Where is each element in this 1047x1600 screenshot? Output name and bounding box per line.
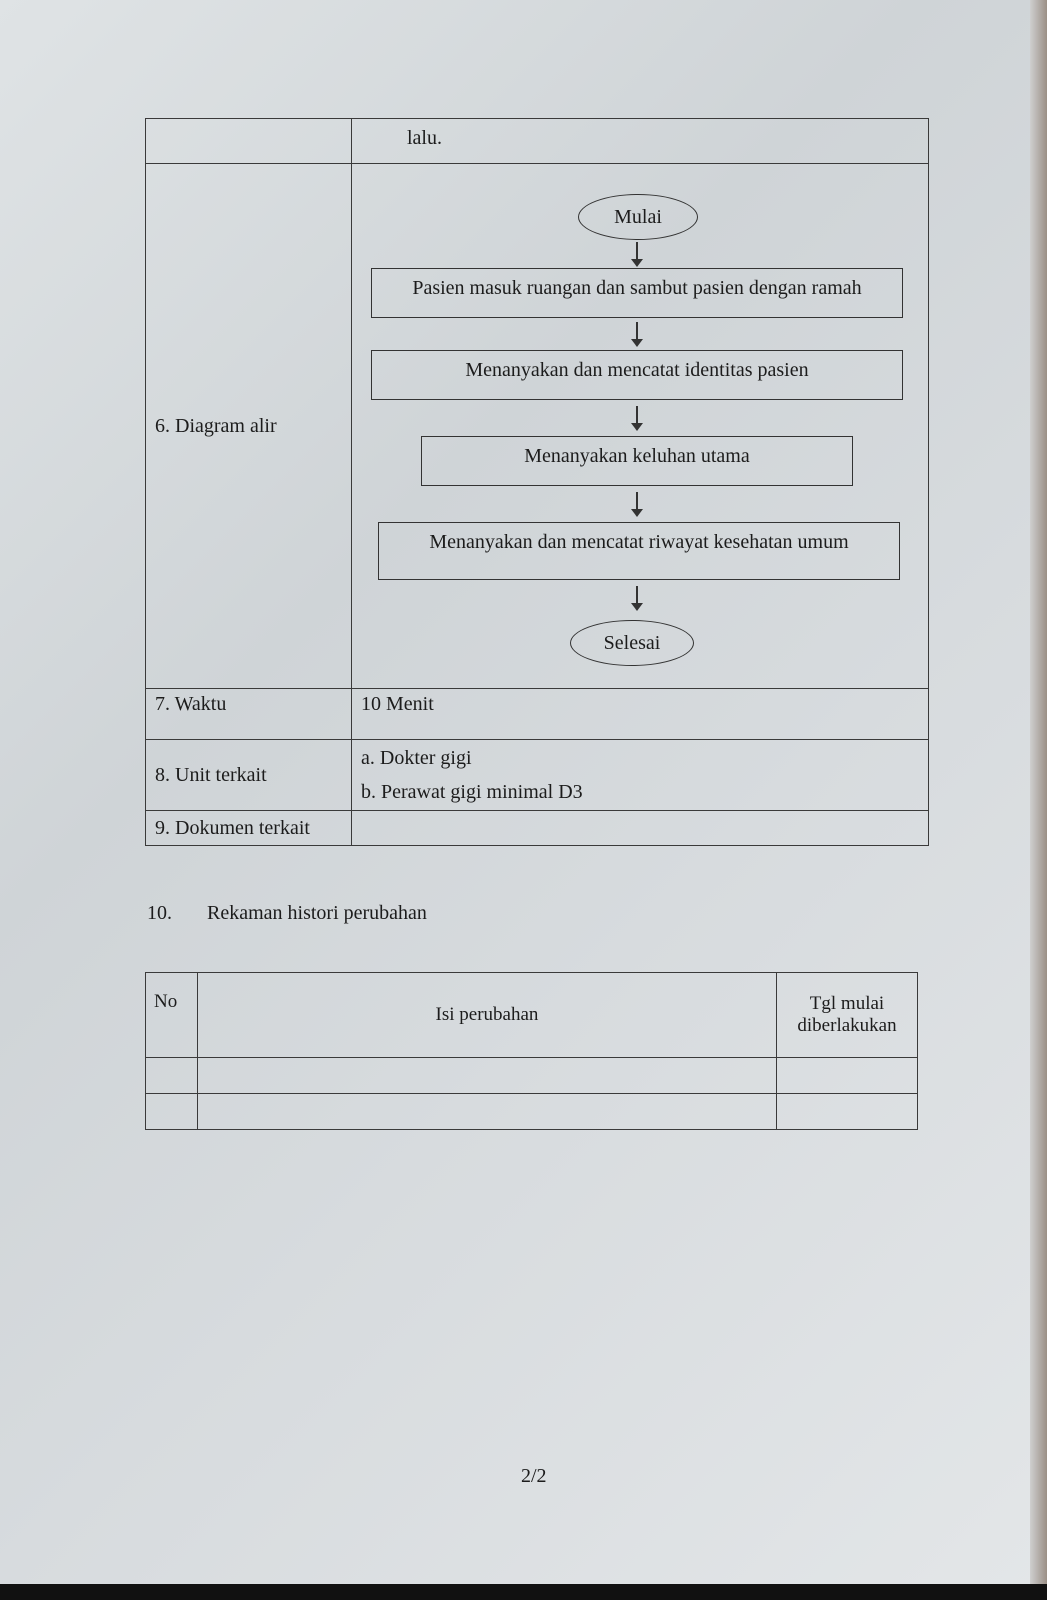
- diagram-label: 6. Diagram alir: [146, 164, 352, 689]
- history-row: [146, 1094, 918, 1130]
- table-row-dokumen: [146, 811, 929, 846]
- table-row-diagram: [146, 164, 929, 689]
- header-isi: Isi perubahan: [198, 973, 777, 1058]
- waktu-value: 10 Menit: [352, 689, 929, 740]
- flow-step-4: Menanyakan dan mencatat riwayat kesehatan umum: [378, 522, 900, 580]
- flow-end-terminal: Selesai: [570, 620, 694, 666]
- flowchart-cell: [352, 164, 929, 689]
- flow-arrow: [636, 242, 638, 260]
- dokumen-value: [352, 811, 929, 846]
- history-table: [145, 972, 918, 1130]
- table-row: [146, 119, 929, 164]
- history-cell: [198, 1058, 777, 1094]
- flow-arrow: [636, 586, 638, 604]
- header-tgl-line1: Tgl mulai: [809, 993, 885, 1014]
- flow-start-terminal: Mulai: [578, 194, 698, 240]
- flowchart: [352, 164, 928, 688]
- header-tgl: [777, 973, 918, 1058]
- page-edge-bottom: [0, 1584, 1047, 1600]
- unit-list: [352, 740, 929, 811]
- flow-arrow: [636, 492, 638, 510]
- header-no: No: [146, 973, 198, 1058]
- header-tgl-line2: diberlakukan: [797, 1015, 897, 1036]
- unit-item: a. Dokter gigi: [361, 747, 472, 769]
- table-row-waktu: [146, 689, 929, 740]
- history-cell: [777, 1058, 918, 1094]
- history-header-row: [146, 973, 918, 1058]
- sop-table: [145, 118, 929, 846]
- waktu-label: 7. Waktu: [146, 689, 352, 740]
- unit-label: 8. Unit terkait: [146, 740, 352, 811]
- dokumen-label: 9. Dokumen terkait: [146, 811, 352, 846]
- history-cell: [777, 1094, 918, 1130]
- history-cell: [146, 1058, 198, 1094]
- flow-arrow: [636, 406, 638, 424]
- page-edge-right: [1030, 0, 1047, 1600]
- history-cell: [198, 1094, 777, 1130]
- section-number: 10.: [147, 902, 172, 924]
- flow-step-3: Menanyakan keluhan utama: [421, 436, 853, 486]
- history-row: [146, 1058, 918, 1094]
- flow-arrow: [636, 322, 638, 340]
- table-row-unit: [146, 740, 929, 811]
- continued-text: lalu.: [352, 119, 929, 164]
- empty-cell: [146, 119, 352, 164]
- flow-step-2: Menanyakan dan mencatat identitas pasien: [371, 350, 903, 400]
- section-title-text: Rekaman histori perubahan: [207, 902, 427, 924]
- history-cell: [146, 1094, 198, 1130]
- page-number: 2/2: [521, 1465, 547, 1487]
- history-section-title: [147, 902, 427, 925]
- flow-step-1: Pasien masuk ruangan dan sambut pasien dengan ramah: [371, 268, 903, 318]
- unit-item: b. Perawat gigi minimal D3: [361, 781, 583, 803]
